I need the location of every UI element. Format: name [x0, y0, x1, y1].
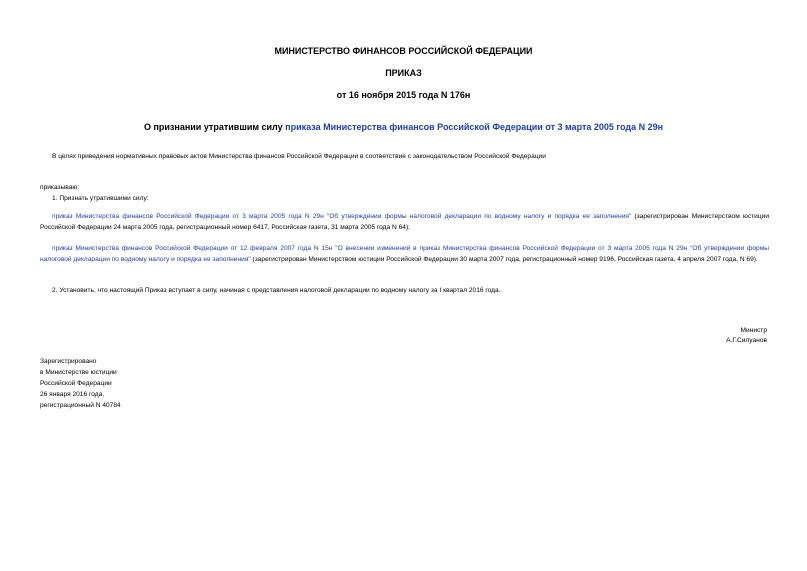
item-2: 2. Установить, что настоящий Приказ вступает в силу, начиная с представления налоговой декларации по водному налогу за I квартал 2016 года.: [52, 287, 501, 294]
ministry-heading: МИНИСТЕРСТВО ФИНАНСОВ РОССИЙСКОЙ ФЕДЕРАЦИИ: [274, 46, 533, 56]
doc-type-heading: ПРИКАЗ: [385, 68, 422, 78]
document-title: [0, 122, 807, 132]
registration-line-1: Зарегистрировано: [40, 358, 97, 365]
reference-2-link[interactable]: приказ Министерства финансов Российской Федерации от 12 февраля 2007 года N 15н "О внесении изменений в приказ Министерства финансов Российской Федерации от 3 марта 2005 года N 29н "Об утверждении формы налоговой декларации по водному налогу и порядка ее заполнения": [40, 245, 769, 263]
title-prefix: О признании утратившим силу: [143, 122, 286, 132]
registration-line-2: в Министерстве юстиции: [40, 369, 117, 376]
signature-position: Министр: [740, 327, 767, 334]
registration-line-5: регистрационный N 40784: [40, 402, 121, 409]
reference-2: [40, 243, 769, 265]
preamble: В целях приведения нормативных правовых актов Министерства финансов Российской Федерации в соответствие с законодательством Российской Федерации: [52, 153, 546, 160]
registration-line-4: 26 января 2016 года,: [40, 391, 105, 398]
reference-1-link[interactable]: приказ Министерства финансов Российской Федерации от 3 марта 2005 года N 29н "Об утверждении формы налоговой декларации по водному налогу и порядка ее заполнения": [52, 213, 632, 220]
reference-1-rest: (зарегистрирован Министерством юстиции Российской Федерации 24 марта 2005 года, регистрационный номер 6417, Российская газета, 31 марта 2005 года N 64);: [40, 213, 769, 231]
item-1: 1. Признать утратившими силу:: [52, 195, 149, 202]
date-number-heading: от 16 ноября 2015 года N 176н: [336, 90, 471, 100]
title-link[interactable]: приказа Министерства финансов Российской Федерации от 3 марта 2005 года N 29н: [285, 122, 664, 132]
registration-line-3: Российской Федерации: [40, 380, 112, 387]
reference-2-rest: (зарегистрирован Министерством юстиции Российской Федерации 30 марта 2007 года, регистрационный номер 9196, Российская газета, 4 апреля 2007 года, N 69).: [250, 256, 758, 263]
reference-1: [40, 211, 769, 233]
order-word: приказываю:: [40, 184, 80, 191]
signature-name: А.Г.Силуанов: [726, 337, 767, 344]
